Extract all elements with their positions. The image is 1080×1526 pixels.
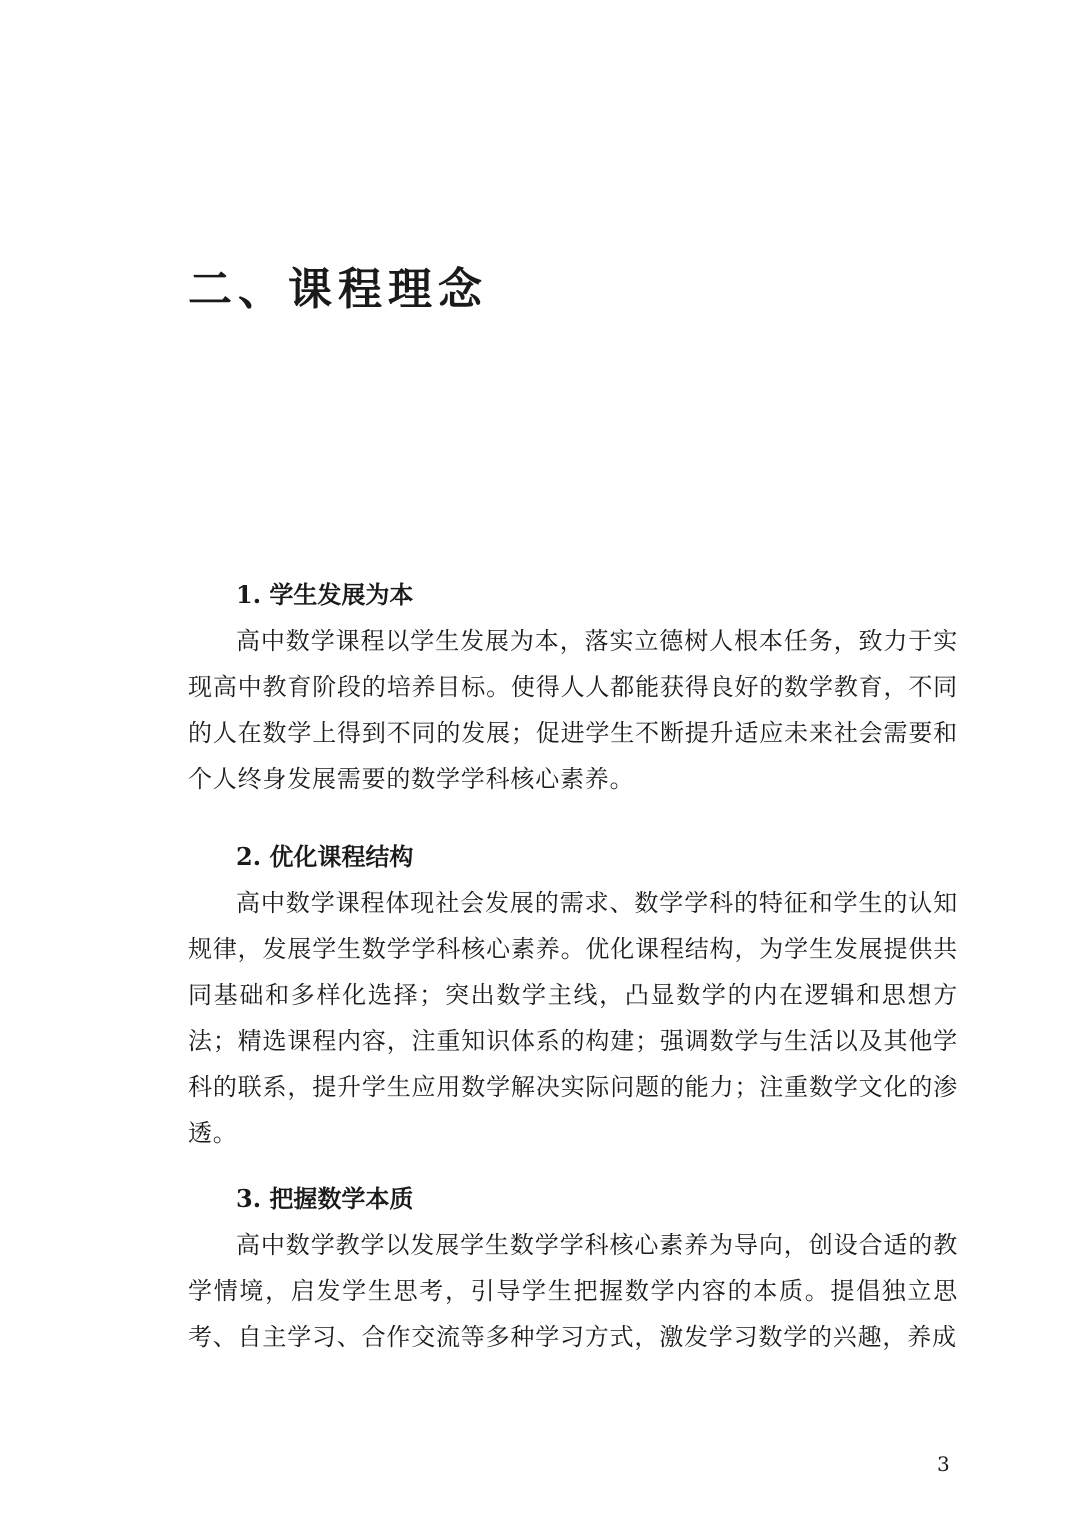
section-optimize-structure	[188, 834, 958, 1156]
section-heading: 3. 把握数学本质	[236, 1184, 414, 1213]
section-student-development	[188, 572, 958, 802]
section-paragraph: 高中数学课程以学生发展为本，落实立德树人根本任务，致力于实现高中教育阶段的培养目标。使得人人都能获得良好的数学教育，不同的人在数学上得到不同的发展；促进学生不断提升适应未来社会需要和个人终身发展需要的数学学科核心素养。	[188, 627, 958, 793]
section-heading: 2. 优化课程结构	[236, 842, 414, 871]
section-paragraph: 高中数学教学以发展学生数学学科核心素养为导向，创设合适的教学情境，启发学生思考，引导学生把握数学内容的本质。提倡独立思考、自主学习、合作交流等多种学习方式，激发学习数学的兴趣，养成	[188, 1231, 958, 1351]
section-heading: 1. 学生发展为本	[236, 580, 414, 609]
page-number: 3	[937, 1452, 950, 1476]
chapter-title: 二、课程理念	[188, 264, 488, 315]
section-math-essence	[188, 1176, 958, 1360]
section-paragraph: 高中数学课程体现社会发展的需求、数学学科的特征和学生的认知规律，发展学生数学学科核心素养。优化课程结构，为学生发展提供共同基础和多样化选择；突出数学主线，凸显数学的内在逻辑和思想方法；精选课程内容，注重知识体系的构建；强调数学与生活以及其他学科的联系，提升学生应用数学解决实际问题的能力；注重数学文化的渗透。	[188, 889, 958, 1147]
